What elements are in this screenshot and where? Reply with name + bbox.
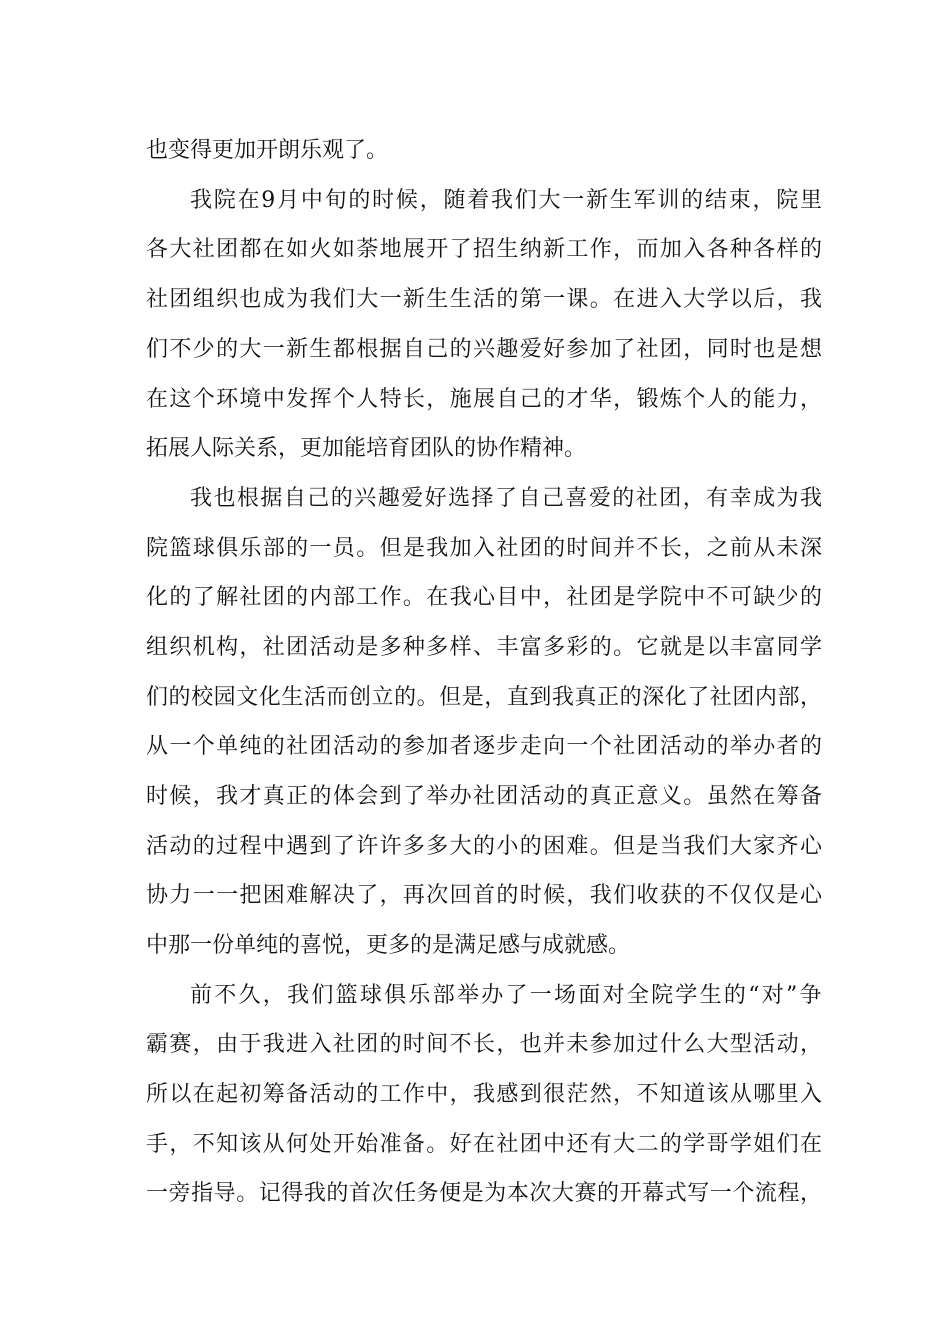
- text-line: 从一个单纯的社团活动的参加者逐步走向一个社团活动的举办者的: [146, 734, 824, 759]
- text-line: 时候，我才真正的体会到了举办社团活动的真正意义。虽然在筹备: [146, 784, 824, 809]
- text-line: 化的了解社团的内部工作。在我心目中，社团是学院中不可缺少的: [146, 585, 824, 610]
- text-line: 活动的过程中遇到了许许多多大的小的困难。但是当我们大家齐心: [146, 834, 824, 859]
- paragraph-first-line: 前不久，我们篮球俱乐部举办了一场面对全院学生的“对”争: [190, 983, 824, 1008]
- text-line: 社团组织也成为我们大一新生生活的第一课。在进入大学以后，我: [146, 287, 824, 312]
- text-line: 手，不知该从何处开始准备。好在社团中还有大二的学哥学姐们在: [146, 1132, 824, 1157]
- text-line: 组织机构，社团活动是多种多样、丰富多彩的。它就是以丰富同学: [146, 635, 824, 660]
- text-line: 中那一份单纯的喜悦，更多的是满足感与成就感。: [146, 933, 631, 958]
- text-line: 一旁指导。记得我的首次任务便是为本次大赛的开幕式写一个流程，: [146, 1181, 823, 1206]
- text-line: 各大社团都在如火如荼地展开了招生纳新工作，而加入各种各样的: [146, 237, 824, 262]
- text-line: 院篮球俱乐部的一员。但是我加入社团的时间并不长，之前从未深: [146, 536, 824, 561]
- paragraph-first-line: 我院在9月中旬的时候，随着我们大一新生军训的结束，院里: [190, 188, 824, 213]
- paragraph-first-line: 我也根据自己的兴趣爱好选择了自己喜爱的社团，有幸成为我: [190, 486, 824, 511]
- text-line: 们不少的大一新生都根据自己的兴趣爱好参加了社团，同时也是想: [146, 337, 824, 362]
- text-line: 们的校园文化生活而创立的。但是，直到我真正的深化了社团内部，: [146, 685, 823, 710]
- text-line: 也变得更加开朗乐观了。: [146, 138, 389, 163]
- text-line: 拓展人际关系，更加能培育团队的协作精神。: [146, 436, 587, 461]
- text-line: 所以在起初筹备活动的工作中，我感到很茫然，不知道该从哪里入: [146, 1082, 824, 1107]
- text-line: 协力一一把困难解决了，再次回首的时候，我们收获的不仅仅是心: [146, 883, 824, 908]
- text-line: 霸赛，由于我进入社团的时间不长，也并未参加过什么大型活动，: [146, 1032, 824, 1057]
- text-line: 在这个环境中发挥个人特长，施展自己的才华，锻炼个人的能力，: [146, 387, 824, 412]
